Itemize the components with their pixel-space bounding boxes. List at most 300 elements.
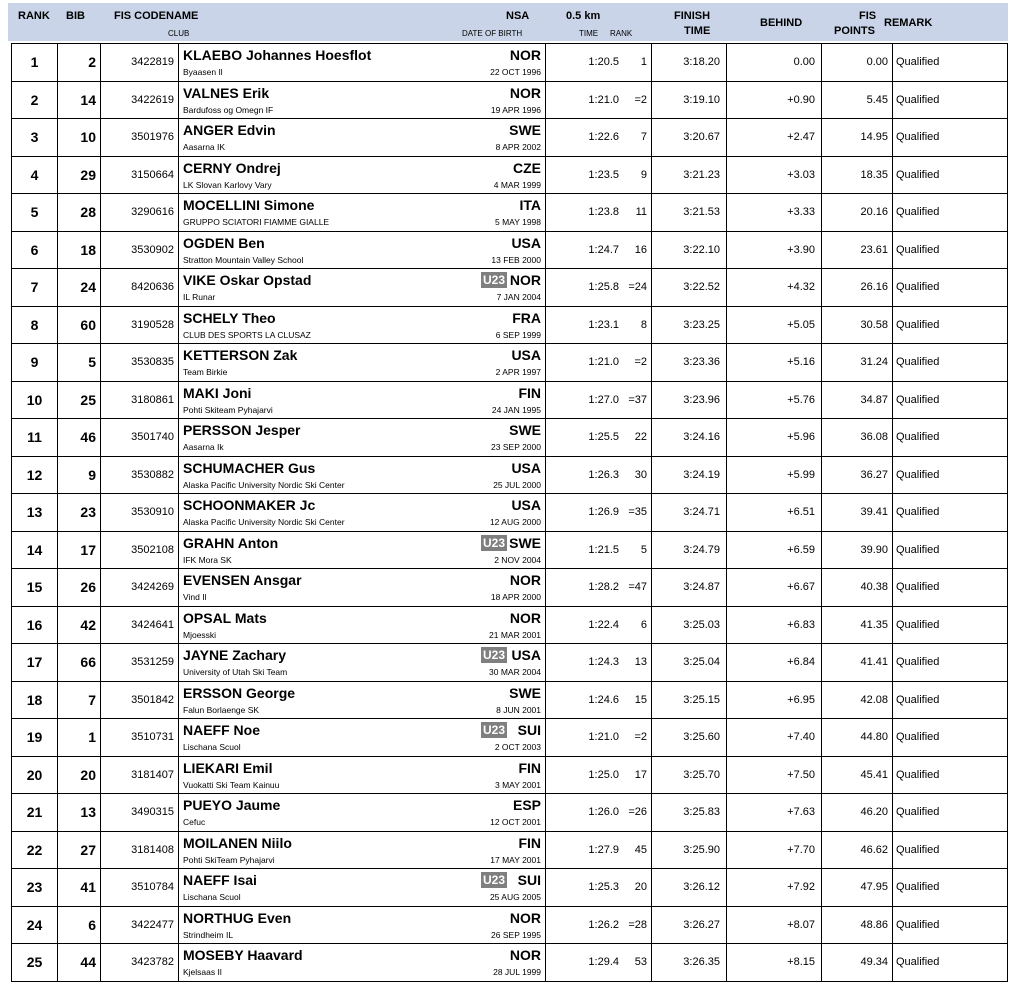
athlete-cell xyxy=(178,607,545,644)
bib-cell: 14 xyxy=(57,82,100,119)
split-cell xyxy=(545,907,651,944)
remark-cell: Qualified xyxy=(892,794,1009,831)
athlete-cell xyxy=(178,494,545,531)
athlete-cell xyxy=(178,82,545,119)
athlete-cell xyxy=(178,307,545,344)
athlete-name: ANGER Edvin xyxy=(183,122,276,138)
behind-cell: +5.16 xyxy=(726,344,821,381)
split-rank: 13 xyxy=(634,656,647,669)
table-row xyxy=(12,382,1007,420)
athlete-name: EVENSEN Ansgar xyxy=(183,572,302,588)
split-cell xyxy=(545,644,651,681)
athlete-name: NAEFF Noe xyxy=(183,722,260,738)
finish-time-cell: 3:21.23 xyxy=(651,157,726,194)
results-table xyxy=(11,43,1008,982)
bib-cell: 9 xyxy=(57,457,100,494)
split-rank: =2 xyxy=(634,93,647,106)
finish-time-cell: 3:25.90 xyxy=(651,832,726,869)
fis-code-cell: 3423782 xyxy=(100,944,178,981)
athlete-dob: 26 SEP 1995 xyxy=(491,929,541,940)
split-time: 1:21.5 xyxy=(588,543,619,556)
table-row xyxy=(12,757,1007,795)
bib-cell: 29 xyxy=(57,157,100,194)
split-rank: =37 xyxy=(628,393,647,406)
athlete-cell xyxy=(178,569,545,606)
remark-cell: Qualified xyxy=(892,607,1009,644)
fis-code-cell: 3502108 xyxy=(100,532,178,569)
athlete-club: Stratton Mountain Valley School xyxy=(183,254,304,265)
fis-points-cell: 44.80 xyxy=(821,719,892,756)
header-finish-2: TIME xyxy=(684,25,711,37)
split-time: 1:28.2 xyxy=(588,581,619,594)
finish-time-cell: 3:25.70 xyxy=(651,757,726,794)
bib-cell: 26 xyxy=(57,569,100,606)
athlete-club: Kjelsaas Il xyxy=(183,967,222,977)
bib-cell: 25 xyxy=(57,382,100,419)
athlete-dob: 22 OCT 1996 xyxy=(490,67,541,77)
fis-code-cell: 3422619 xyxy=(100,82,178,119)
split-cell xyxy=(545,194,651,231)
fis-points-cell: 23.61 xyxy=(821,232,892,269)
athlete-club: University of Utah Ski Team xyxy=(183,667,288,677)
fis-points-cell: 14.95 xyxy=(821,119,892,156)
remark-cell: Qualified xyxy=(892,157,1009,194)
split-rank: 30 xyxy=(634,468,647,481)
athlete-club: Pohti SkiTeam Pyhajarvi xyxy=(183,854,275,865)
athlete-name: JAYNE Zachary xyxy=(183,647,286,663)
athlete-club: Lischana Scuol xyxy=(183,892,241,902)
athlete-club: Cefuc xyxy=(183,817,206,827)
remark-cell: Qualified xyxy=(892,194,1009,231)
table-row xyxy=(12,869,1007,907)
bib-cell: 20 xyxy=(57,757,100,794)
table-row xyxy=(12,457,1007,495)
finish-time-cell: 3:26.27 xyxy=(651,907,726,944)
rank-cell: 22 xyxy=(26,841,43,858)
finish-time-cell: 3:25.04 xyxy=(651,644,726,681)
fis-code-cell: 3150664 xyxy=(100,157,178,194)
behind-cell: +7.92 xyxy=(726,869,821,906)
split-time: 1:26.3 xyxy=(588,468,619,481)
behind-cell: +6.95 xyxy=(726,682,821,719)
athlete-nsa: USA xyxy=(511,647,541,663)
remark-cell: Qualified xyxy=(892,382,1009,419)
athlete-nsa: ESP xyxy=(512,797,541,813)
finish-time-cell: 3:25.03 xyxy=(651,607,726,644)
athlete-club: IL Runar xyxy=(183,292,216,302)
athlete-nsa: NOR xyxy=(509,572,541,588)
bib-cell: 60 xyxy=(57,307,100,344)
athlete-name: PUEYO Jaume xyxy=(183,797,281,813)
bib-cell: 13 xyxy=(57,794,100,831)
athlete-cell xyxy=(178,794,545,831)
fis-points-cell: 20.16 xyxy=(821,194,892,231)
athlete-name: SCHOONMAKER Jc xyxy=(183,497,316,513)
athlete-nsa: NOR xyxy=(509,272,541,288)
athlete-cell xyxy=(178,419,545,456)
fis-points-cell: 36.27 xyxy=(821,457,892,494)
split-time: 1:21.0 xyxy=(588,356,619,369)
split-rank: 45 xyxy=(634,843,647,856)
remark-cell: Qualified xyxy=(892,419,1009,456)
fis-points-cell: 34.87 xyxy=(821,382,892,419)
split-rank: =26 xyxy=(628,806,647,819)
bib-cell: 5 xyxy=(57,344,100,381)
table-row xyxy=(12,307,1007,345)
header-bib: BIB xyxy=(66,10,85,22)
remark-cell: Qualified xyxy=(892,494,1009,531)
table-row xyxy=(12,944,1007,982)
athlete-cell xyxy=(178,907,545,944)
split-time: 1:26.9 xyxy=(588,506,619,519)
fis-code-cell: 3501842 xyxy=(100,682,178,719)
remark-cell: Qualified xyxy=(892,682,1009,719)
fis-code-cell: 3530910 xyxy=(100,494,178,531)
header-remark: REMARK xyxy=(884,17,933,29)
finish-time-cell: 3:24.79 xyxy=(651,532,726,569)
athlete-nsa: USA xyxy=(511,347,541,363)
rank-cell: 1 xyxy=(30,54,39,71)
split-cell xyxy=(545,532,651,569)
remark-cell: Qualified xyxy=(892,457,1009,494)
remark-cell: Qualified xyxy=(892,119,1009,156)
athlete-name: KLAEBO Johannes Hoesflot xyxy=(183,47,372,63)
fis-code-cell: 3530882 xyxy=(100,457,178,494)
rank-cell: 3 xyxy=(30,129,39,146)
athlete-name: CERNY Ondrej xyxy=(183,159,281,176)
finish-time-cell: 3:22.52 xyxy=(651,269,726,306)
split-rank: 7 xyxy=(640,131,647,144)
fis-points-cell: 47.95 xyxy=(821,869,892,906)
fis-code-cell: 3290616 xyxy=(100,194,178,231)
athlete-cell xyxy=(178,832,545,869)
athlete-name: NORTHUG Even xyxy=(183,909,292,926)
athlete-club: Aasarna Ik xyxy=(183,442,224,452)
athlete-name: VIKE Oskar Opstad xyxy=(183,272,312,288)
rank-cell: 2 xyxy=(30,91,39,108)
split-cell xyxy=(545,944,651,981)
athlete-nsa: USA xyxy=(511,234,541,251)
bib-cell: 44 xyxy=(57,944,100,981)
rank-cell: 16 xyxy=(26,616,43,633)
bib-cell: 66 xyxy=(57,644,100,681)
fis-points-cell: 41.35 xyxy=(821,607,892,644)
fis-points-cell: 39.41 xyxy=(821,494,892,531)
athlete-name: SCHELY Theo xyxy=(183,309,276,326)
bib-cell: 27 xyxy=(57,832,100,869)
rank-cell: 9 xyxy=(30,354,39,371)
finish-time-cell: 3:26.12 xyxy=(651,869,726,906)
athlete-name: LIEKARI Emil xyxy=(183,759,273,776)
fis-code-cell: 3510784 xyxy=(100,869,178,906)
fis-code-cell: 3530835 xyxy=(100,344,178,381)
split-time: 1:24.7 xyxy=(588,243,619,256)
split-rank: 20 xyxy=(634,881,647,894)
remark-cell: Qualified xyxy=(892,869,1009,906)
athlete-cell xyxy=(178,532,545,569)
athlete-club: Mjoesski xyxy=(183,629,217,640)
remark-cell: Qualified xyxy=(892,532,1009,569)
fis-code-cell: 3531259 xyxy=(100,644,178,681)
behind-cell: +6.83 xyxy=(726,607,821,644)
athlete-nsa: SUI xyxy=(517,872,541,888)
table-row xyxy=(12,832,1007,870)
header-split: 0.5 km xyxy=(566,10,601,22)
rank-cell: 20 xyxy=(26,766,43,783)
athlete-club: Alaska Pacific University Nordic Ski Center xyxy=(183,479,345,490)
rank-cell: 12 xyxy=(26,466,43,483)
split-cell xyxy=(545,869,651,906)
behind-cell: +2.47 xyxy=(726,119,821,156)
split-cell xyxy=(545,82,651,119)
header-club: CLUB xyxy=(168,29,190,38)
athlete-dob: 17 MAY 2001 xyxy=(490,854,541,865)
remark-cell: Qualified xyxy=(892,344,1009,381)
table-row xyxy=(12,82,1007,120)
fis-code-cell: 3501976 xyxy=(100,119,178,156)
rank-cell: 8 xyxy=(30,316,39,333)
table-row xyxy=(12,532,1007,570)
athlete-name: PERSSON Jesper xyxy=(183,422,301,438)
athlete-cell xyxy=(178,269,545,306)
table-row xyxy=(12,194,1007,232)
athlete-cell xyxy=(178,119,545,156)
athlete-nsa: NOR xyxy=(509,909,541,926)
fis-points-cell: 5.45 xyxy=(821,82,892,119)
athlete-nsa: SWE xyxy=(509,422,541,438)
athlete-dob: 21 MAR 2001 xyxy=(489,629,541,640)
fis-code-cell: 3490315 xyxy=(100,794,178,831)
rank-cell: 24 xyxy=(26,916,43,933)
fis-code-cell: 3422819 xyxy=(100,44,178,81)
athlete-name: KETTERSON Zak xyxy=(183,347,298,363)
athlete-club: Falun Borlaenge SK xyxy=(183,704,260,715)
athlete-cell xyxy=(178,457,545,494)
behind-cell: +5.05 xyxy=(726,307,821,344)
finish-time-cell: 3:26.35 xyxy=(651,944,726,981)
header-name: NAME xyxy=(166,10,199,22)
rank-cell: 17 xyxy=(26,654,43,671)
split-cell xyxy=(545,232,651,269)
remark-cell: Qualified xyxy=(892,269,1009,306)
table-row xyxy=(12,232,1007,270)
fis-code-cell: 3501740 xyxy=(100,419,178,456)
athlete-nsa: USA xyxy=(511,459,541,476)
rank-cell: 13 xyxy=(26,504,43,521)
table-row xyxy=(12,907,1007,945)
behind-cell: +5.76 xyxy=(726,382,821,419)
athlete-dob: 25 AUG 2005 xyxy=(489,892,541,902)
header-nsa: NSA xyxy=(506,10,530,22)
fis-points-cell: 18.35 xyxy=(821,157,892,194)
split-time: 1:23.1 xyxy=(588,318,619,331)
behind-cell: +6.84 xyxy=(726,644,821,681)
rank-cell: 6 xyxy=(30,241,39,258)
behind-cell: +8.07 xyxy=(726,907,821,944)
fis-code-cell: 8420636 xyxy=(100,269,178,306)
remark-cell: Qualified xyxy=(892,307,1009,344)
behind-cell: +6.67 xyxy=(726,569,821,606)
athlete-name: GRAHN Anton xyxy=(183,534,279,551)
fis-code-cell: 3181407 xyxy=(100,757,178,794)
split-cell xyxy=(545,832,651,869)
remark-cell: Qualified xyxy=(892,832,1009,869)
table-row xyxy=(12,644,1007,682)
behind-cell: +7.50 xyxy=(726,757,821,794)
split-time: 1:24.6 xyxy=(588,693,619,706)
remark-cell: Qualified xyxy=(892,907,1009,944)
athlete-club: Aasarna IK xyxy=(183,142,226,152)
split-cell xyxy=(545,419,651,456)
fis-points-cell: 49.34 xyxy=(821,944,892,981)
athlete-cell xyxy=(178,682,545,719)
split-cell xyxy=(545,344,651,381)
athlete-cell xyxy=(178,157,545,194)
athlete-nsa: SWE xyxy=(509,122,541,138)
finish-time-cell: 3:21.53 xyxy=(651,194,726,231)
athlete-dob: 2 NOV 2004 xyxy=(494,554,541,565)
behind-cell: 0.00 xyxy=(726,44,821,81)
split-rank: 11 xyxy=(635,206,647,219)
table-row xyxy=(12,344,1007,382)
behind-cell: +4.32 xyxy=(726,269,821,306)
athlete-club: Strindheim IL xyxy=(183,929,234,940)
split-cell xyxy=(545,307,651,344)
behind-cell: +8.15 xyxy=(726,944,821,981)
split-time: 1:21.0 xyxy=(588,731,619,744)
split-cell xyxy=(545,682,651,719)
finish-time-cell: 3:20.67 xyxy=(651,119,726,156)
header-fis-code: FIS CODE xyxy=(114,10,166,22)
athlete-nsa: FIN xyxy=(518,834,541,851)
split-cell xyxy=(545,494,651,531)
athlete-cell xyxy=(178,719,545,756)
table-row xyxy=(12,719,1007,757)
bib-cell: 24 xyxy=(57,269,100,306)
u23-badge: U23 xyxy=(482,873,505,887)
bib-cell: 28 xyxy=(57,194,100,231)
athlete-club: CLUB DES SPORTS LA CLUSAZ xyxy=(183,329,311,340)
fis-points-cell: 30.58 xyxy=(821,307,892,344)
athlete-cell xyxy=(178,944,545,981)
finish-time-cell: 3:23.96 xyxy=(651,382,726,419)
finish-time-cell: 3:24.87 xyxy=(651,569,726,606)
table-row xyxy=(12,157,1007,195)
athlete-name: ERSSON George xyxy=(183,684,296,701)
remark-cell: Qualified xyxy=(892,44,1009,81)
table-row xyxy=(12,269,1007,307)
athlete-nsa: SWE xyxy=(509,684,541,701)
behind-cell: +6.59 xyxy=(726,532,821,569)
split-rank: 8 xyxy=(640,318,647,331)
header-rank: RANK xyxy=(18,10,50,22)
athlete-cell xyxy=(178,232,545,269)
fis-points-cell: 40.38 xyxy=(821,569,892,606)
finish-time-cell: 3:23.36 xyxy=(651,344,726,381)
athlete-name: MOILANEN Niilo xyxy=(183,834,292,851)
behind-cell: +5.96 xyxy=(726,419,821,456)
fis-code-cell: 3424269 xyxy=(100,569,178,606)
fis-points-cell: 48.86 xyxy=(821,907,892,944)
table-row xyxy=(12,119,1007,157)
split-rank: =2 xyxy=(634,356,647,369)
rank-cell: 15 xyxy=(26,579,43,596)
athlete-club: Pohti Skiteam Pyhajarvi xyxy=(183,404,273,415)
athlete-nsa: NOR xyxy=(509,947,541,963)
athlete-cell xyxy=(178,382,545,419)
finish-time-cell: 3:25.15 xyxy=(651,682,726,719)
athlete-dob: 28 JUL 1999 xyxy=(493,967,541,977)
fis-points-cell: 46.62 xyxy=(821,832,892,869)
split-rank: 15 xyxy=(634,693,647,706)
split-rank: 53 xyxy=(634,956,647,969)
rank-cell: 14 xyxy=(26,541,43,558)
athlete-name: VALNES Erik xyxy=(183,84,270,101)
split-time: 1:22.4 xyxy=(588,618,619,631)
header-split-rank: RANK xyxy=(610,29,633,38)
finish-time-cell: 3:23.25 xyxy=(651,307,726,344)
rank-cell: 23 xyxy=(26,879,43,896)
behind-cell: +7.63 xyxy=(726,794,821,831)
split-time: 1:23.8 xyxy=(588,206,619,219)
fis-code-cell: 3422477 xyxy=(100,907,178,944)
split-time: 1:25.5 xyxy=(588,431,619,444)
athlete-dob: 7 JAN 2004 xyxy=(496,292,541,302)
finish-time-cell: 3:22.10 xyxy=(651,232,726,269)
fis-points-cell: 36.08 xyxy=(821,419,892,456)
remark-cell: Qualified xyxy=(892,644,1009,681)
athlete-dob: 6 SEP 1999 xyxy=(495,329,541,340)
fis-code-cell: 3424641 xyxy=(100,607,178,644)
athlete-club: Team Birkie xyxy=(183,367,228,377)
split-time: 1:26.0 xyxy=(588,806,619,819)
athlete-nsa: CZE xyxy=(513,159,541,176)
header-fis-2: POINTS xyxy=(834,25,875,37)
athlete-nsa: NOR xyxy=(509,47,541,63)
athlete-dob: 25 JUL 2000 xyxy=(493,479,541,490)
finish-time-cell: 3:19.10 xyxy=(651,82,726,119)
split-time: 1:20.5 xyxy=(588,56,619,69)
finish-time-cell: 3:25.60 xyxy=(651,719,726,756)
bib-cell: 23 xyxy=(57,494,100,531)
bib-cell: 1 xyxy=(57,719,100,756)
split-rank: =28 xyxy=(628,918,647,931)
athlete-name: OGDEN Ben xyxy=(183,234,265,251)
bib-cell: 42 xyxy=(57,607,100,644)
athlete-club: Vind Il xyxy=(183,592,207,602)
split-rank: 17 xyxy=(634,768,647,781)
athlete-nsa: SWE xyxy=(509,534,541,551)
behind-cell: +5.99 xyxy=(726,457,821,494)
athlete-dob: 24 JAN 1995 xyxy=(491,404,541,415)
u23-badge: U23 xyxy=(482,648,505,662)
split-cell xyxy=(545,757,651,794)
split-cell xyxy=(545,719,651,756)
fis-points-cell: 26.16 xyxy=(821,269,892,306)
athlete-dob: 18 APR 2000 xyxy=(490,592,541,602)
rank-cell: 5 xyxy=(30,204,39,221)
athlete-club: Byaasen Il xyxy=(183,67,223,77)
athlete-name: MOSEBY Haavard xyxy=(183,947,303,963)
split-rank: =24 xyxy=(628,281,647,294)
split-time: 1:25.3 xyxy=(588,881,619,894)
athlete-dob: 13 FEB 2000 xyxy=(491,254,541,265)
athlete-name: NAEFF Isai xyxy=(183,872,257,888)
athlete-name: MOCELLINI Simone xyxy=(183,197,315,213)
split-rank: 22 xyxy=(634,431,647,444)
athlete-nsa: FIN xyxy=(518,759,541,776)
athlete-name: SCHUMACHER Gus xyxy=(183,459,316,476)
